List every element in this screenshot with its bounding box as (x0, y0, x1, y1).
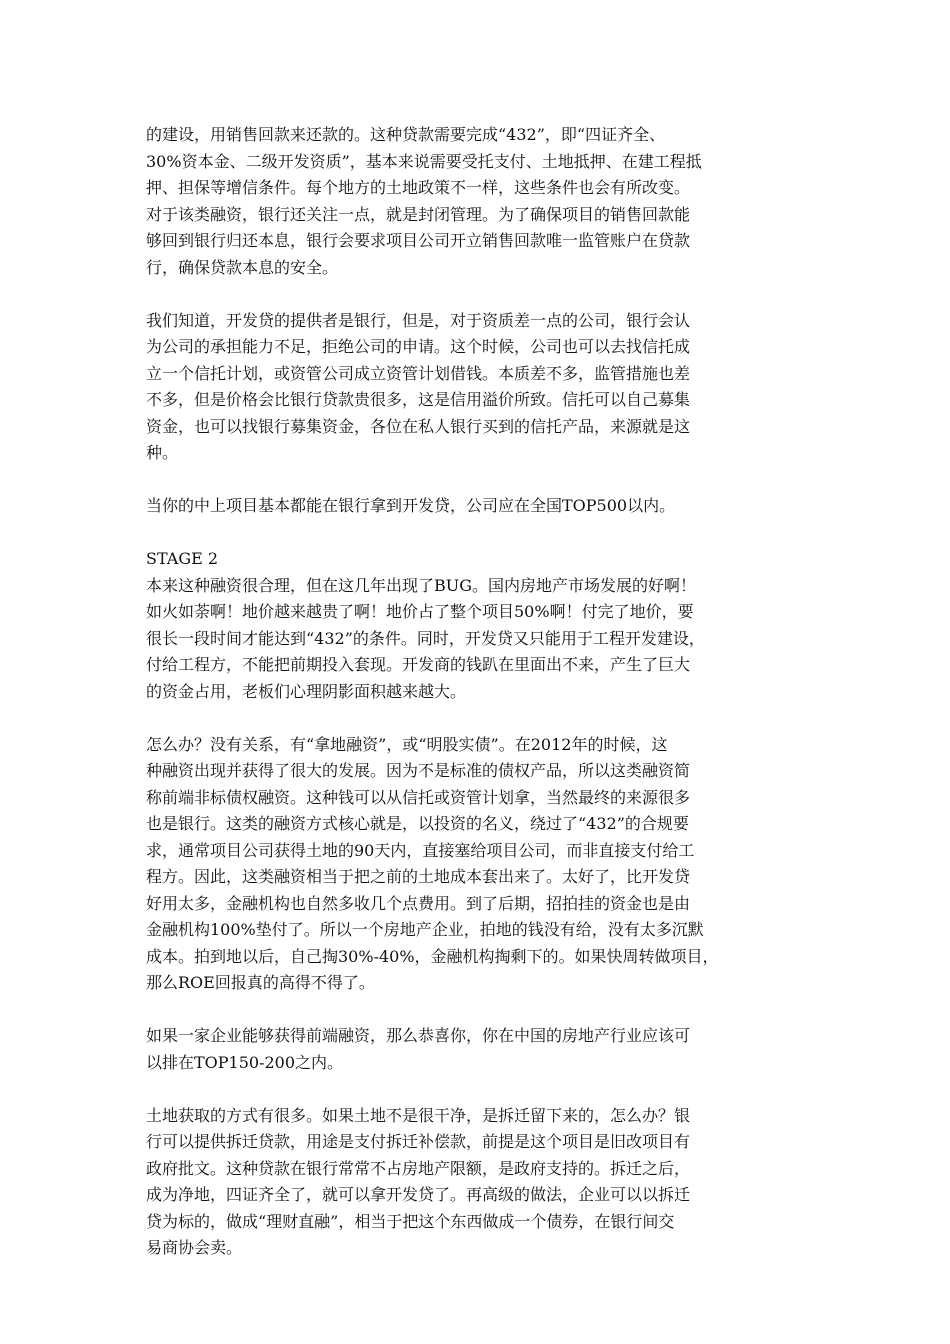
text-line: 当你的中上项目基本都能在银行拿到开发贷，公司应在全国TOP500以内。 (146, 496, 676, 515)
text-line: 如火如荼啊！地价越来越贵了啊！地价占了整个项目50%啊！付完了地价，要 (146, 602, 694, 621)
text-line: 对于该类融资，银行还关注一点，就是封闭管理。为了确保项目的销售回款能 (146, 204, 691, 224)
text-line: 土地获取的方式有很多。如果土地不是很干净，是拆迁留下来的，怎么办？银 (146, 1105, 691, 1125)
text-line: 付给工程方，不能把前期投入套现。开发商的钱趴在里面出不来，产生了巨大 (146, 655, 691, 674)
paragraph-demolition-loan (146, 1103, 818, 1262)
paragraph-land-financing (146, 732, 818, 997)
text-line: 很长一段时间才能达到“432”的条件。同时，开发贷又只能用于工程开发建设， (146, 628, 705, 648)
text-line: 以排在TOP150-200之内。 (146, 1052, 344, 1072)
text-line: 够回到银行归还本息，银行会要求项目公司开立销售回款唯一监管账户在贷款 (146, 231, 691, 250)
text-line: 押、担保等增信条件。每个地方的土地政策不一样，这些条件也会有所改变。 (146, 178, 691, 197)
text-line: 那么ROE回报真的高得不得了。 (146, 973, 375, 992)
paragraph-trust-financing (146, 308, 818, 467)
text-line: 政府批文。这种贷款在银行常常不占房地产限额，是政府支持的。拆迁之后， (146, 1158, 691, 1178)
text-line: 种融资出现并获得了很大的发展。因为不是标准的债权产品，所以这类融资简 (146, 761, 691, 780)
paragraph-stage-2 (146, 546, 818, 705)
paragraph-top150-200 (146, 1023, 818, 1076)
text-line: 立一个信托计划，或资管公司成立资管计划借钱。本质差不多，监管措施也差 (146, 363, 691, 383)
text-line: 行，确保贷款本息的安全。 (146, 257, 339, 277)
text-line: 金融机构100%垫付了。所以一个房地产企业，拍地的钱没有给，没有太多沉默 (146, 920, 704, 939)
text-line: 行可以提供拆迁贷款，用途是支付拆迁补偿款，前提是这个项目是旧改项目有 (146, 1132, 691, 1151)
text-line: 30%资本金、二级开发资质”，基本来说需要受托支付、土地抵押、在建工程抵 (146, 151, 702, 171)
text-line: 好用太多，金融机构也自然多收几个点费用。到了后期，招拍挂的资金也是由 (146, 893, 691, 913)
section-heading: STAGE 2 (146, 549, 219, 568)
text-line: 也是银行。这类的融资方式核心就是，以投资的名义，绕过了“432”的合规要 (146, 814, 689, 833)
text-line: 易商协会卖。 (146, 1238, 243, 1257)
text-line: 成为净地，四证齐全了，就可以拿开发贷了。再高级的做法，企业可以以拆迁 (146, 1185, 691, 1204)
text-line: 不多，但是价格会比银行贷款贵很多，这是信用溢价所致。信托可以自己募集 (146, 390, 691, 409)
text-line: 怎么办？没有关系，有“拿地融资”，或“明股实债”。在2012年的时候，这 (146, 734, 668, 754)
paragraph-top500 (146, 493, 818, 520)
text-line: 程方。因此，这类融资相当于把之前的土地成本套出来了。太好了，比开发贷 (146, 867, 691, 886)
text-line: 为公司的承担能力不足，拒绝公司的申请。这个时候，公司也可以去找信托成 (146, 337, 691, 356)
text-line: 的资金占用，老板们心理阴影面积越来越大。 (146, 681, 467, 701)
text-line: 我们知道，开发贷的提供者是银行，但是，对于资质差一点的公司，银行会认 (146, 310, 691, 330)
text-line: 称前端非标债权融资。这种钱可以从信托或资管计划拿，当然最终的来源很多 (146, 787, 691, 807)
text-line: 如果一家企业能够获得前端融资，那么恭喜你，你在中国的房地产行业应该可 (146, 1026, 691, 1045)
document-body (146, 122, 818, 1262)
text-line: 求，通常项目公司获得土地的90天内，直接塞给项目公司，而非直接支付给工 (146, 840, 695, 860)
text-line: 的建设，用销售回款来还款的。这种贷款需要完成“432”，即“四证齐全、 (146, 125, 666, 144)
text-line: 成本。拍到地以后，自己掏30%-40%，金融机构掏剩下的。如果快周转做项目， (146, 946, 719, 966)
text-line: 资金，也可以找银行募集资金，各位在私人银行买到的信托产品，来源就是这 (146, 416, 691, 436)
text-line: 贷为标的，做成“理财直融”，相当于把这个东西做成一个债券，在银行间交 (146, 1211, 675, 1231)
paragraph-development-loan (146, 122, 818, 281)
text-line: 本来这种融资很合理，但在这几年出现了BUG。国内房地产市场发展的好啊！ (146, 575, 697, 595)
text-line: 种。 (146, 443, 179, 462)
